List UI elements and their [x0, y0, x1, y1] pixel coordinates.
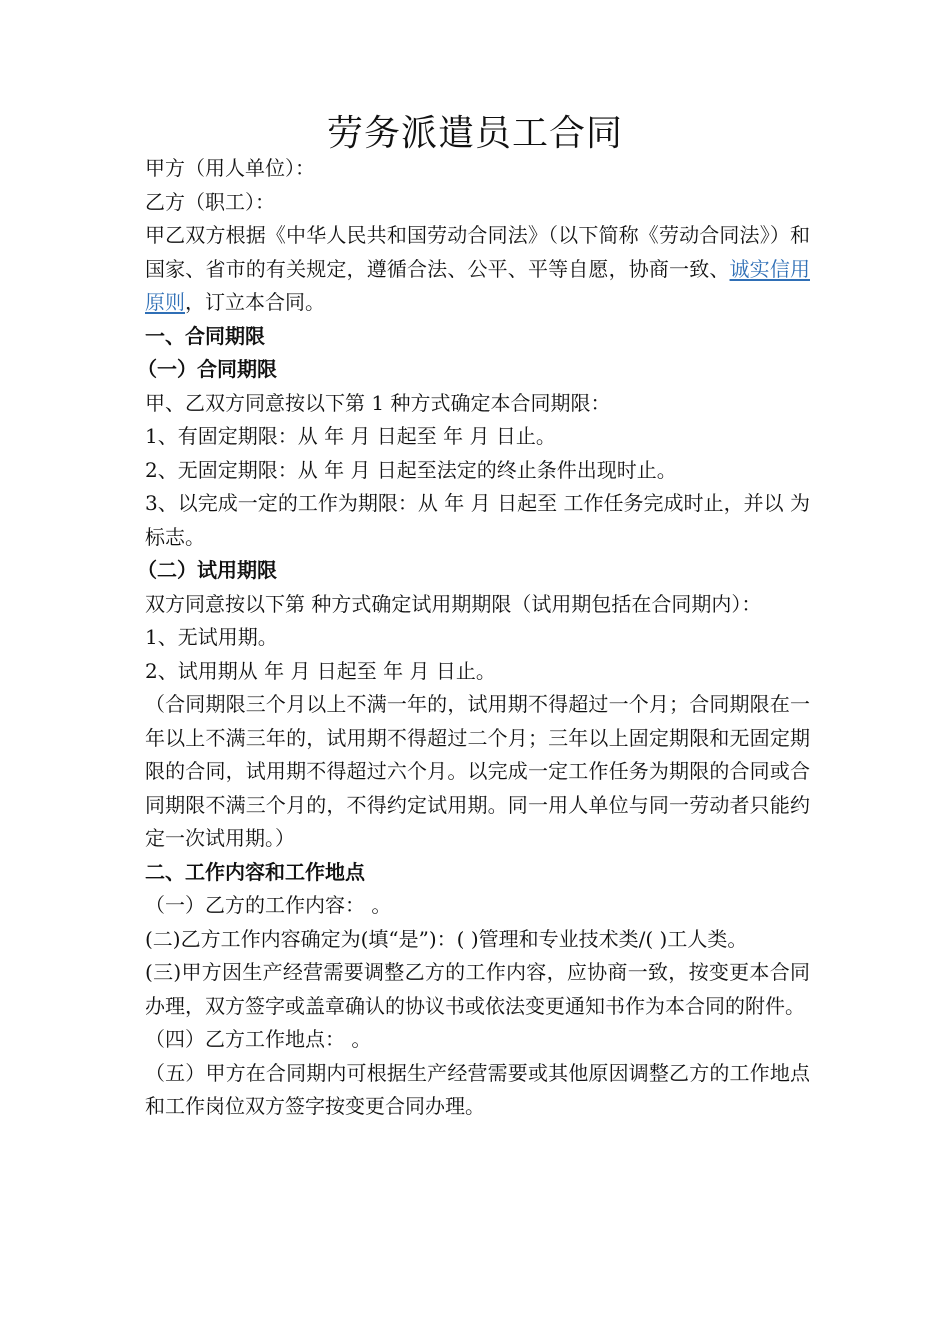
probation-note: （合同期限三个月以上不满一年的，试用期不得超过一个月；合同期限在一年以上不满三年的，试用期不得超过二个月；三年以上固定期限和无固定期限的合同，试用期不得超过六个月。以完成一定工作任务为期限的合同或合同期限不满三个月的，不得约定试用期。同一用人单位与同一劳动者只能约定一次试用期。） — [145, 692, 810, 850]
document-title: 劳务派遣员工合同 — [326, 113, 623, 154]
section-1-2-option-2: 2、试用期从 年 月 日起至 年 月 日止。 — [145, 658, 496, 683]
section-1-1-lead: 甲、乙双方同意按以下第 1 种方式确定本合同期限： — [145, 390, 611, 415]
intro-text-1: 甲乙双方根据《中华人民共和国劳动合同法》（以下简称《劳动合同法》）和国家、省市的有关规定，遵循合法、公平、平等自愿，协商一致、 — [145, 223, 810, 281]
section-1-1-option-2: 2、无固定期限：从 年 月 日起至法定的终止条件出现时止。 — [145, 457, 677, 482]
section-2-item-1: （一）乙方的工作内容： 。 — [145, 893, 392, 917]
document-body — [137, 152, 810, 1124]
section-2-heading: 二、工作内容和工作地点 — [145, 859, 365, 884]
section-1-2-heading: （二）试用期限 — [137, 558, 277, 582]
section-2-item-2: (二)乙方工作内容确定为(填“是”)：( )管理和专业技术类/( )工人类。 — [145, 926, 748, 951]
section-1-2-lead: 双方同意按以下第 种方式确定试用期期限（试用期包括在合同期内）： — [145, 591, 762, 616]
section-1-1-heading: （一）合同期限 — [137, 357, 277, 381]
section-1-2-option-1: 1、无试用期。 — [145, 625, 278, 649]
section-2-item-4: （四）乙方工作地点： 。 — [145, 1027, 372, 1051]
intro-paragraph — [145, 219, 810, 320]
intro-text-2: ，订立本合同。 — [185, 290, 325, 314]
section-1-1-option-1: 1、有固定期限：从 年 月 日起至 年 月 日止。 — [145, 424, 556, 448]
section-2-item-5: （五）甲方在合同期内可根据生产经营需要或其他原因调整乙方的工作地点和工作岗位双方签字按变更合同办理。 — [145, 1060, 810, 1118]
section-1-1-option-3: 3、以完成一定的工作为期限：从 年 月 日起至 工作任务完成时止，并以 为标志。 — [145, 491, 810, 549]
party-b-line: 乙方（职工）： — [145, 189, 275, 214]
section-2-item-3: (三)甲方因生产经营需要调整乙方的工作内容，应协商一致，按变更本合同办理，双方签字或盖章确认的协议书或依法变更通知书作为本合同的附件。 — [145, 960, 810, 1018]
party-a-line: 甲方（用人单位）： — [145, 156, 315, 180]
section-1-heading: 一、合同期限 — [145, 323, 265, 348]
integrity-principle-link[interactable]: 诚实信用原则 — [145, 256, 810, 314]
